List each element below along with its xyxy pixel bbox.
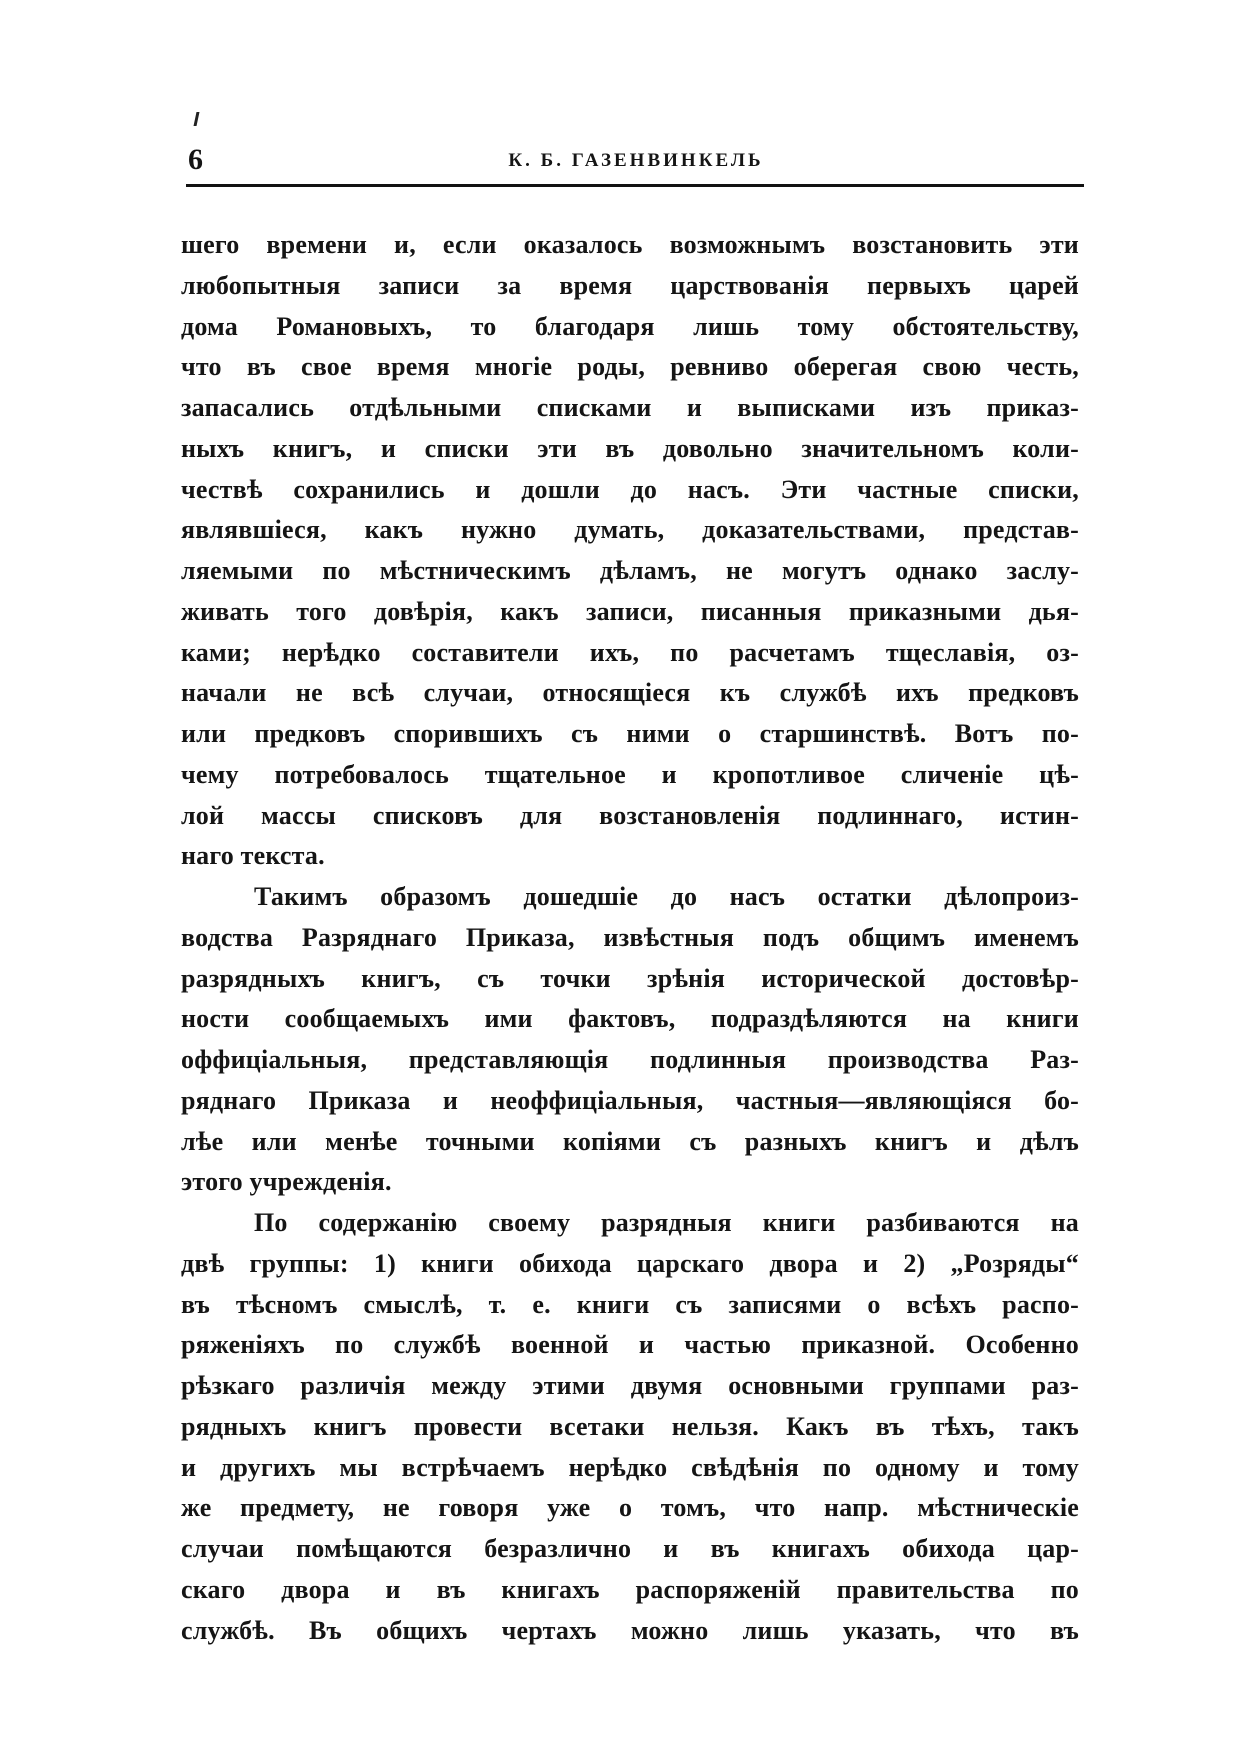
- text-line: же предмету, не говоря уже о томъ, что напр. мѣстническіе: [181, 1493, 1079, 1523]
- text-line: этого учрежденія.: [181, 1167, 392, 1197]
- text-line: случаи помѣщаются безразлично и въ книгахъ обихода цар-: [181, 1534, 1079, 1563]
- text-line: водства Разряднаго Приказа, извѣстныя подъ общимъ именемъ: [181, 922, 1079, 952]
- text-line: ныхъ книгъ, и списки эти въ довольно значительномъ коли-: [181, 433, 1079, 463]
- text-line: начали не всѣ случаи, относящіеся къ службѣ ихъ предковъ: [181, 678, 1079, 708]
- text-line: оффиціальныя, представляющія подлинныя производства Раз-: [181, 1045, 1079, 1074]
- text-line: Такимъ образомъ дошедшіе до насъ остатки дѣлопроиз-: [254, 882, 1079, 911]
- text-line: и другихъ мы встрѣчаемъ нерѣдко свѣдѣнія по одному и тому: [181, 1452, 1079, 1482]
- running-title: К. Б. ГАЗЕНВИНКЕЛЬ: [508, 150, 764, 171]
- text-line: шего времени и, если оказалось возможнымъ возстановить эти: [181, 230, 1079, 259]
- page-header: [188, 142, 1084, 178]
- text-line: ляемыми по мѣстническимъ дѣламъ, не могутъ однако заслу-: [181, 556, 1079, 585]
- header-rule: [186, 184, 1084, 187]
- text-line: что въ свое время многіе роды, ревниво оберегая свою честь,: [181, 352, 1079, 382]
- text-line: ками; нерѣдко составители ихъ, по расчетамъ тщеславія, оз-: [181, 637, 1079, 667]
- text-line: или предковъ спорившихъ съ ними о старшинствѣ. Вотъ по-: [181, 719, 1079, 748]
- text-line: службѣ. Въ общихъ чертахъ можно лишь указать, что въ: [181, 1615, 1079, 1645]
- text-line: чему потребовалось тщательное и кропотливое сличеніе цѣ-: [181, 759, 1079, 789]
- stray-mark: [194, 112, 200, 126]
- text-line: чествѣ сохранились и дошли до насъ. Эти частные списки,: [181, 474, 1079, 504]
- text-line: скаго двора и въ книгахъ распоряженій правительства по: [181, 1574, 1079, 1604]
- text-line: рѣзкаго различія между этими двумя основными группами раз-: [181, 1371, 1079, 1400]
- text-line: ности сообщаемыхъ ими фактовъ, подраздѣляются на книги: [181, 1004, 1079, 1034]
- text-line: дома Романовыхъ, то благодаря лишь тому обстоятельству,: [181, 311, 1079, 341]
- text-line: двѣ группы: 1) книги обихода царскаго двора и 2) „Розряды“: [181, 1248, 1079, 1278]
- text-line: живать того довѣрія, какъ записи, писанныя приказными дья-: [181, 596, 1079, 626]
- text-line: ряженіяхъ по службѣ военной и частью приказной. Особенно: [181, 1330, 1079, 1360]
- text-line: ряднаго Приказа и неоффиціальныя, частныя—являющіяся бо-: [181, 1085, 1079, 1115]
- body-text: [181, 225, 1079, 1651]
- text-line: разрядныхъ книгъ, съ точки зрѣнія исторической достовѣр-: [181, 963, 1079, 993]
- text-line: наго текста.: [181, 841, 325, 871]
- text-line: въ тѣсномъ смыслѣ, т. е. книги съ записями о всѣхъ распо-: [181, 1289, 1079, 1319]
- page-number: 6: [188, 143, 203, 176]
- text-line: являвшіеся, какъ нужно думать, доказательствами, представ-: [181, 515, 1079, 545]
- text-line: лѣе или менѣе точными копіями съ разныхъ книгъ и дѣлъ: [181, 1126, 1079, 1156]
- text-line: лой массы списковъ для возстановленія подлиннаго, истин-: [181, 800, 1079, 830]
- text-line: запасались отдѣльными списками и выписками изъ приказ-: [181, 393, 1079, 422]
- text-line: любопытныя записи за время царствованія первыхъ царей: [181, 270, 1079, 300]
- text-line: По содержанію своему разрядныя книги разбиваются на: [254, 1208, 1079, 1237]
- text-line: рядныхъ книгъ провести всетаки нельзя. Какъ въ тѣхъ, такъ: [181, 1411, 1079, 1441]
